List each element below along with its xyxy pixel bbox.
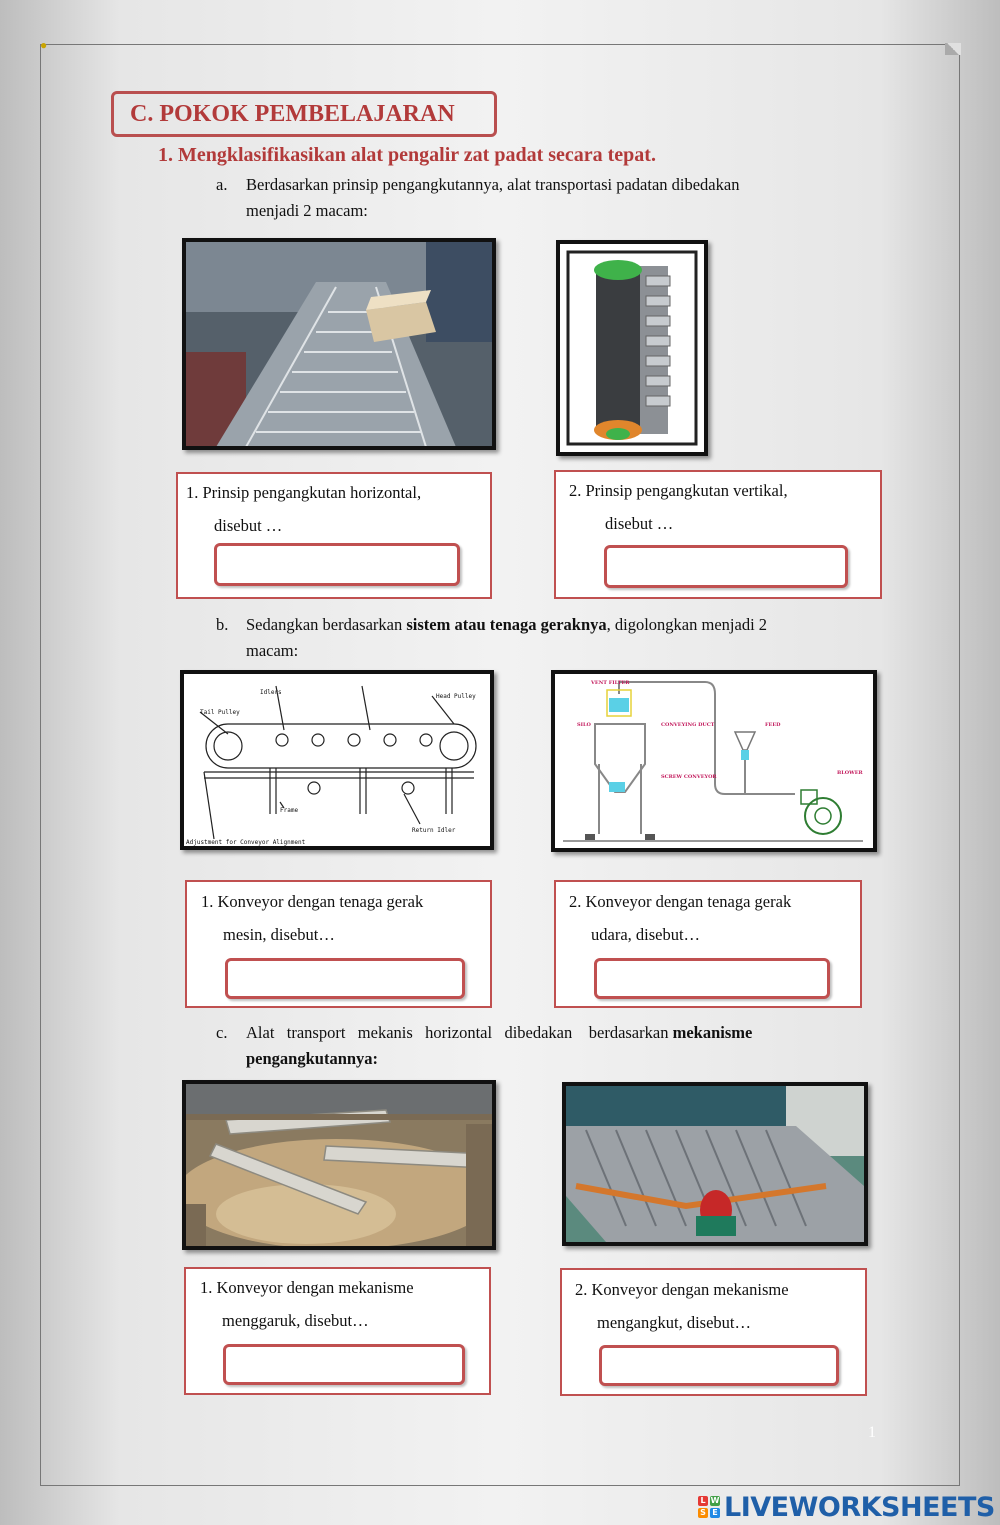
label-head-pulley: Head Pulley (436, 693, 476, 700)
logo-badge-icon (698, 1496, 720, 1518)
question-b1-line2: mesin, disebut… (223, 925, 335, 944)
marker-c: c. (216, 1023, 228, 1042)
question-a1-line2: disebut … (214, 516, 283, 535)
label-feed: FEED (765, 722, 781, 728)
paragraph-c-bold: mekanisme (672, 1023, 753, 1042)
answer-field-c1[interactable] (223, 1344, 465, 1385)
paragraph-b-bold: sistem atau tenaga geraknya (406, 615, 607, 634)
paragraph-c-line2: pengangkutannya: (246, 1049, 379, 1068)
paragraph-b-post: , digolongkan menjadi 2 (606, 615, 768, 634)
question-a2-line2: disebut … (605, 514, 674, 533)
label-silo: SILO (577, 722, 591, 728)
question-c1-line2: menggaruk, disebut… (222, 1311, 369, 1330)
label-tail-pulley: Tail Pulley (200, 709, 240, 716)
paragraph-b-pre: Sedangkan berdasarkan (246, 615, 407, 634)
label-return-idler: Return Idler (412, 827, 456, 834)
logo-badge-w: W (710, 1496, 720, 1505)
page-number: 1 (868, 1424, 876, 1441)
question-c1-line1: 1. Konveyor dengan mekanisme (200, 1278, 414, 1297)
logo-badge-e: E (710, 1508, 720, 1518)
label-vent-filter: VENT FILTER (591, 680, 630, 686)
question-b1 (201, 885, 478, 951)
answer-field-b1[interactable] (225, 958, 465, 999)
question-b2 (569, 885, 846, 951)
page-corner-fold (945, 43, 961, 55)
label-screw-conveyor: SCREW CONVEYOR (661, 774, 717, 780)
image-apron-conveyor (562, 1082, 868, 1246)
logo-badge-l: L (698, 1496, 708, 1506)
liveworksheets-logo[interactable] (698, 1492, 995, 1522)
paragraph-c-pre: Alat transport mekanis horizontal dibedakan berdasarkan (246, 1023, 673, 1042)
paragraph-c (216, 1020, 880, 1072)
marker-b: b. (216, 615, 229, 634)
heading: 1. Mengklasifikasikan alat pengalir zat padat secara tepat. (158, 144, 656, 166)
question-a1 (186, 476, 486, 542)
paragraph-b (216, 612, 880, 664)
image-scraper-conveyor (182, 1080, 496, 1250)
question-c2-line1: 2. Konveyor dengan mekanisme (575, 1280, 789, 1299)
question-a1-line1: 1. Prinsip pengangkutan horizontal, (186, 483, 422, 502)
label-blower: BLOWER (837, 770, 863, 776)
label-adjustment: Adjustment for Conveyor Alignment (186, 839, 306, 846)
question-a2-line1: 2. Prinsip pengangkutan vertikal, (569, 481, 788, 500)
question-c2 (575, 1273, 852, 1339)
image-horizontal-conveyor (182, 238, 496, 450)
question-b1-line1: 1. Konveyor dengan tenaga gerak (201, 892, 424, 911)
label-conveying-duct: CONVEYING DUCT (661, 722, 715, 728)
paragraph-a-line2: menjadi 2 macam: (246, 201, 368, 220)
answer-field-c2[interactable] (599, 1345, 839, 1386)
label-frame: Frame (280, 807, 299, 814)
pin-icon: ● (40, 38, 48, 52)
question-a2 (569, 474, 869, 540)
answer-field-a2[interactable] (604, 545, 848, 588)
section-title: C. POKOK PEMBELAJARAN (111, 91, 497, 137)
question-b2-line2: udara, disebut… (591, 925, 701, 944)
image-bucket-elevator (556, 240, 708, 456)
answer-field-a1[interactable] (214, 543, 460, 586)
paragraph-a-line1: Berdasarkan prinsip pengangkutannya, alat transportasi padatan dibedakan (246, 175, 740, 194)
label-idlers: Idlers (260, 689, 282, 696)
answer-field-b2[interactable] (594, 958, 830, 999)
paragraph-a (216, 172, 880, 224)
marker-a: a. (216, 175, 228, 194)
image-belt-conveyor-diagram (180, 670, 494, 850)
question-b2-line1: 2. Konveyor dengan tenaga gerak (569, 892, 792, 911)
question-c2-line2: mengangkut, disebut… (597, 1313, 751, 1332)
logo-badge-s: S (698, 1508, 708, 1518)
logo-text: LIVEWORKSHEETS (724, 1491, 995, 1523)
paragraph-b-line2: macam: (246, 641, 299, 660)
image-pneumatic-conveyor-diagram (551, 670, 877, 852)
question-c1 (200, 1271, 477, 1337)
